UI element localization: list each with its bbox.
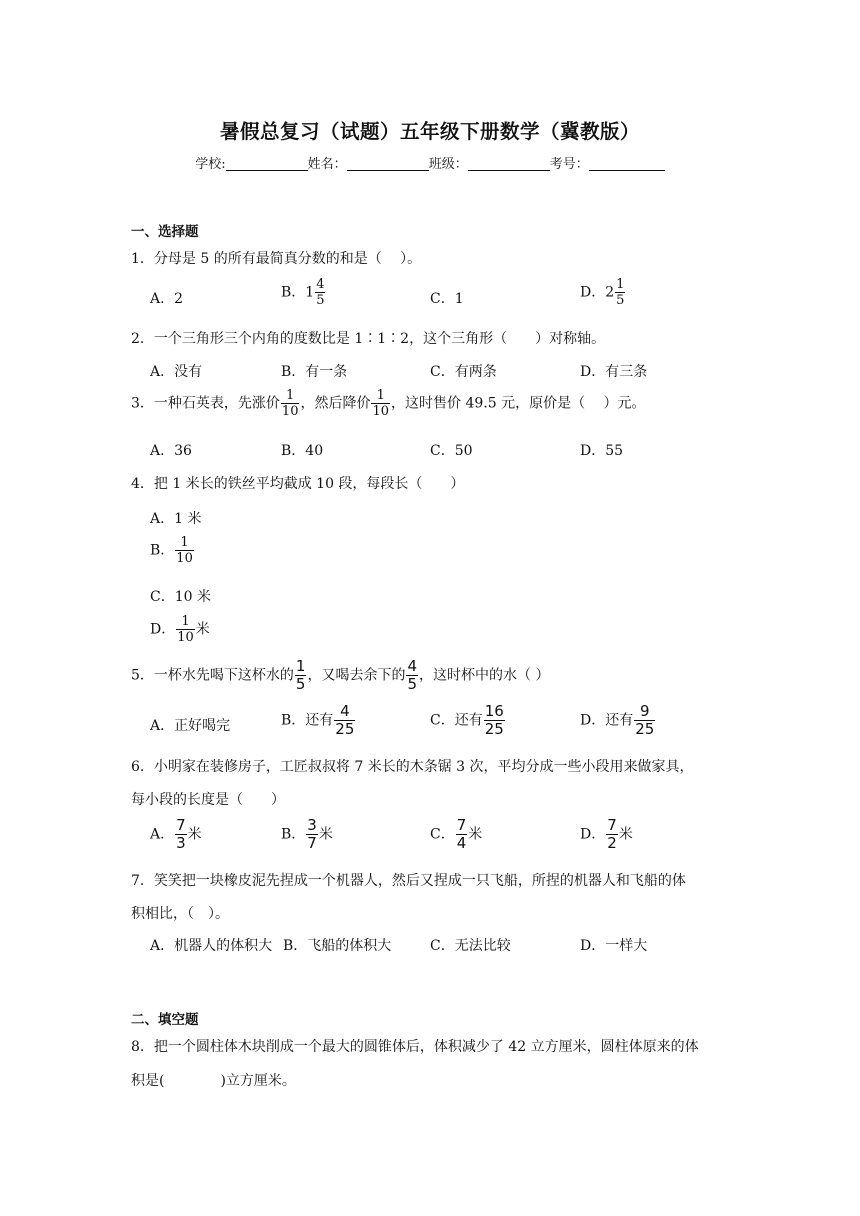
question-7-line-2: 积相比，（ ）。 (131, 906, 229, 922)
q1-option-b[interactable] (281, 278, 326, 307)
q7-option-d[interactable]: D．一样大 (580, 938, 648, 954)
q7-option-a[interactable]: A．机器人的体积大 (150, 938, 273, 954)
question-8-line-1: 8．把一个圆柱体木块削成一个最大的圆锥体后，体积减少了 42 立方厘米，圆柱体原来的体 (131, 1039, 699, 1055)
question-6-line-1: 6．小明家在装修房子，工匠叔叔将 7 米长的木条锯 3 次，平均分成一些小段用来做家具， (131, 759, 694, 775)
q1-option-a[interactable]: A．2 (150, 291, 184, 307)
exam-number-blank[interactable] (589, 156, 665, 171)
student-info-line (0, 153, 860, 172)
question-7-line-1: 7．笑笑把一块橡皮泥先捏成一个机器人，然后又捏成一只飞船，所捏的机器人和飞船的体 (131, 873, 686, 889)
q4-option-c[interactable]: C．10 米 (150, 589, 211, 605)
q5-option-d[interactable]: D．还有 $\frac{9}{25}$ (580, 702, 655, 738)
q7-option-c[interactable]: C．无法比较 (430, 938, 511, 954)
q6-option-c[interactable]: C． $\frac{7}{4}$ 米 (430, 816, 483, 852)
q5-option-c[interactable]: C．还有 $\frac{16}{25}$ (430, 702, 504, 738)
q1-d-fraction: $\frac{1}{5}$ (616, 277, 625, 308)
q6-option-d[interactable]: D． $\frac{7}{2}$ 米 (580, 816, 633, 852)
question-6-line-2: 每小段的长度是（ ） (131, 792, 285, 808)
q6-d-fraction: $\frac{7}{2}$ (607, 816, 617, 852)
q1-option-d[interactable] (580, 278, 626, 307)
q3-fraction-2: $\frac{1}{10}$ (372, 388, 390, 419)
exam-number-label: 考号： (549, 157, 589, 172)
q5-option-a[interactable]: A．正好喝完 (150, 718, 231, 734)
question-8-line-2: 积是( )立方厘米。 (131, 1073, 296, 1089)
q2-option-b[interactable]: B．有一条 (281, 364, 348, 380)
question-5: 5．一杯水先喝下这杯水的 $\frac{1}{5}$ ，又喝去余下的 $\frac{4}{5}$ ，这时杯中的水（ ） (131, 657, 550, 693)
q6-a-fraction: $\frac{7}{3}$ (176, 816, 186, 852)
q1-d-whole: D．2 (580, 284, 615, 301)
q6-c-fraction: $\frac{7}{4}$ (456, 816, 467, 852)
q1-b-whole: B．1 (281, 284, 315, 301)
name-label: 姓名： (307, 157, 347, 172)
q1-option-c[interactable]: C．1 (430, 291, 464, 307)
q3-fraction-1: $\frac{1}{10}$ (281, 388, 299, 419)
section-choice-heading: 一、选择题 (131, 224, 199, 240)
page-title: 暑假总复习（试题）五年级下册数学（冀教版） (219, 120, 640, 143)
section-fill-in-heading: 二、填空题 (131, 1012, 199, 1028)
q5-fraction-2: $\frac{4}{5}$ (407, 657, 418, 693)
name-blank[interactable] (347, 156, 429, 171)
school-blank[interactable] (226, 156, 308, 171)
q4-b-fraction: $\frac{1}{10}$ (176, 535, 193, 566)
q3-option-d[interactable]: D．55 (580, 443, 624, 459)
q4-d-fraction: $\frac{1}{10}$ (177, 614, 194, 645)
q4-option-a[interactable]: A．1 米 (150, 511, 202, 527)
q1-b-fraction: $\frac{4}{5}$ (316, 277, 325, 308)
question-3: 3．一种石英表，先涨价 $\frac{1}{10}$ ，然后降价 $\frac{1}{10}$ ，这时售价 49.5 元，原价是（ ）元。 (131, 388, 646, 419)
q7-option-b[interactable]: B．飞船的体积大 (283, 938, 392, 954)
class-blank[interactable] (468, 156, 550, 171)
q3-option-c[interactable]: C．50 (430, 443, 473, 459)
class-label: 班级： (428, 157, 468, 172)
q2-option-c[interactable]: C．有两条 (430, 364, 497, 380)
question-4: 4．把 1 米长的铁丝平均截成 10 段，每段长（ ） (131, 476, 465, 492)
q6-option-b[interactable]: B． $\frac{3}{7}$ 米 (281, 816, 333, 852)
q3-option-b[interactable]: B．40 (281, 443, 324, 459)
q4-option-d[interactable]: D． $\frac{1}{10}$ 米 (150, 614, 210, 645)
q6-b-fraction: $\frac{3}{7}$ (307, 816, 317, 852)
q5-d-fraction: $\frac{9}{25}$ (635, 702, 655, 738)
q2-option-a[interactable]: A．没有 (150, 364, 203, 380)
q6-option-a[interactable]: A． $\frac{7}{3}$ 米 (150, 816, 202, 852)
school-label: 学校: (195, 157, 226, 172)
q5-c-fraction: $\frac{16}{25}$ (484, 702, 504, 738)
question-1: 1．分母是 5 的所有最简真分数的和是（ ）。 (131, 251, 422, 267)
question-2: 2．一个三角形三个内角的度数比是 1∶1∶2，这个三角形（ ）对称轴。 (131, 331, 606, 347)
q5-option-b[interactable]: B．还有 $\frac{4}{25}$ (281, 702, 355, 738)
q2-option-d[interactable]: D．有三条 (580, 364, 648, 380)
q5-b-fraction: $\frac{4}{25}$ (335, 702, 355, 738)
q3-option-a[interactable]: A．36 (150, 443, 192, 459)
q4-option-b[interactable]: B． $\frac{1}{10}$ (150, 535, 193, 566)
q5-fraction-1: $\frac{1}{5}$ (295, 657, 306, 693)
